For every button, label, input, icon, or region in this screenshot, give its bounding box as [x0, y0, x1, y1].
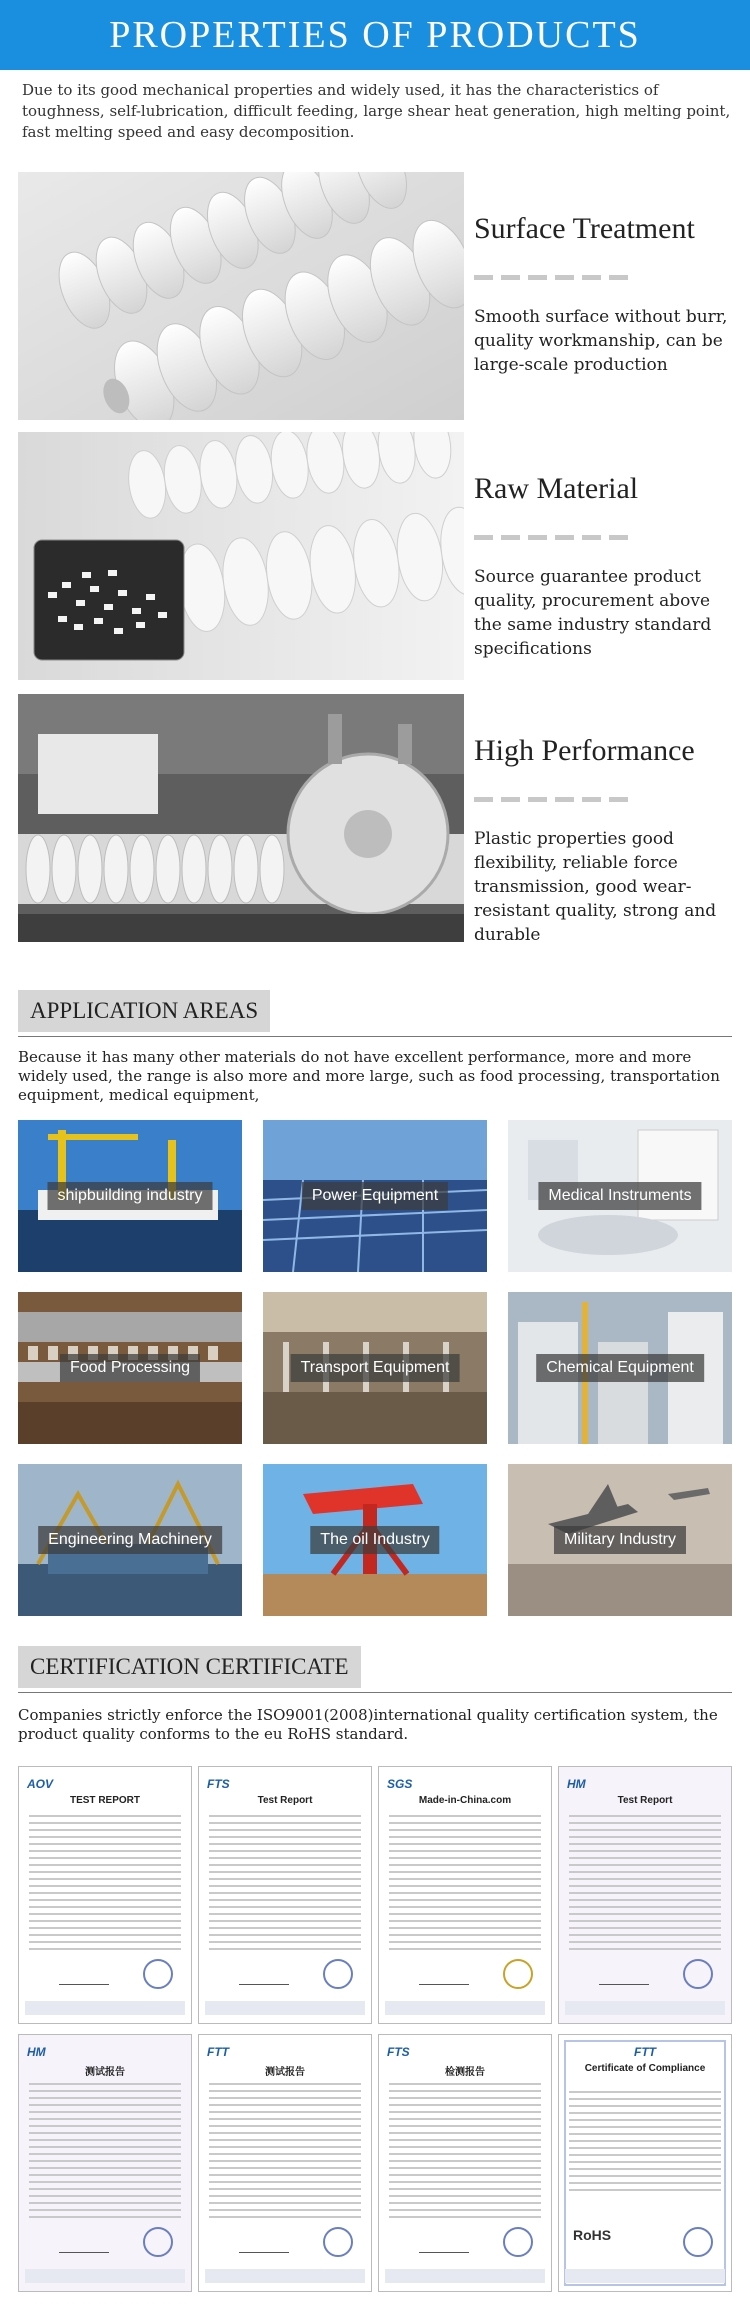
property-description: Smooth surface without burr, quality workmanship, can be large-scale production: [474, 307, 728, 375]
application-label: The oil Industry: [310, 1526, 439, 1554]
application-tile: [18, 1292, 242, 1444]
certificate-title: Test Report: [617, 1795, 673, 1806]
intro-text: Due to its good mechanical properties and widely used, it has the characteristics of toughness, self-lubrication, difficult feeding, large shear heat generation, high melting point, fast melting speed and easy decomposition.: [22, 81, 731, 141]
certificate-logo: FTT: [634, 2045, 656, 2059]
application-label: Power Equipment: [302, 1182, 448, 1210]
property-image-machine: [18, 694, 464, 942]
certificate-title: Test Report: [257, 1795, 313, 1806]
certificate-title: 测试报告: [265, 2067, 305, 2078]
application-tile: [263, 1292, 487, 1444]
certificate-document: [378, 2034, 552, 2292]
property-image-screws: [18, 172, 464, 420]
certificate-logo: FTS: [387, 2045, 410, 2059]
property-surface-treatment: [18, 172, 732, 420]
property-image-raw-material: [18, 432, 464, 680]
certificate-document: [198, 1766, 372, 2024]
certificate-logo: HM: [27, 2045, 46, 2059]
applications-text: Because it has many other materials do not have excellent performance, more and more widely used, the range is also more and more large, such as food processing, transportation equipment, medical equipment,: [18, 1048, 720, 1104]
certificate-document: [558, 1766, 732, 2024]
property-raw-material: [18, 432, 732, 680]
certificate-title: Made-in-China.com: [418, 1795, 512, 1806]
application-label: Military Industry: [554, 1526, 686, 1554]
property-title: High Performance: [474, 734, 695, 767]
page-title: PROPERTIES OF PRODUCTS: [109, 14, 641, 56]
certificate-document: [18, 2034, 192, 2292]
rohs-mark: RoHS: [573, 2227, 612, 2243]
certificate-logo: HM: [567, 1777, 586, 1791]
application-tile: [508, 1120, 732, 1272]
section-title-certification: CERTIFICATION CERTIFICATE: [18, 1646, 361, 1688]
certificate-title: 测试报告: [85, 2067, 125, 2078]
certificate-logo: AOV: [27, 1777, 54, 1791]
property-description: Source guarantee product quality, procurement above the same industry standard specifications: [474, 567, 712, 659]
application-label: Chemical Equipment: [536, 1354, 704, 1382]
property-description: Plastic properties good flexibility, reliable force transmission, good wear-resistant quality, strong and durable: [474, 829, 717, 945]
application-tile: [508, 1292, 732, 1444]
application-label: Engineering Machinery: [38, 1526, 222, 1554]
certificate-title: 检测报告: [445, 2067, 485, 2078]
section-rule: [18, 1692, 732, 1693]
certificate-logo: SGS: [387, 1777, 413, 1791]
section-rule: [18, 1036, 732, 1037]
certificate-logo: FTS: [207, 1777, 230, 1791]
certificate-title: Certificate of Compliance: [584, 2063, 706, 2074]
certification-text: Companies strictly enforce the ISO9001(2008)international quality certification system, the product quality conforms to the eu RoHS standard.: [18, 1706, 718, 1743]
property-title: Raw Material: [474, 472, 639, 505]
certificate-logo: FTT: [207, 2045, 229, 2059]
application-label: shipbuilding industry: [48, 1182, 213, 1210]
property-high-performance: [18, 694, 732, 945]
application-label: Medical Instruments: [538, 1182, 701, 1210]
application-label: Transport Equipment: [291, 1354, 460, 1382]
application-label: Food Processing: [60, 1354, 200, 1382]
header-banner: [0, 0, 750, 70]
certificate-document: [18, 1766, 192, 2024]
certificate-document: [378, 1766, 552, 2024]
dash-divider: [474, 797, 628, 802]
property-title: Surface Treatment: [474, 212, 695, 245]
application-tile: [263, 1120, 487, 1272]
application-tile: [263, 1464, 487, 1616]
certificate-title: TEST REPORT: [69, 1795, 140, 1806]
application-tile: [508, 1464, 732, 1616]
dash-divider: [474, 275, 628, 280]
application-tile: [18, 1120, 242, 1272]
application-tile: [18, 1464, 242, 1616]
dash-divider: [474, 535, 628, 540]
certificate-document: [558, 2034, 732, 2292]
certificate-document: [198, 2034, 372, 2292]
section-title-applications: APPLICATION AREAS: [18, 990, 270, 1032]
